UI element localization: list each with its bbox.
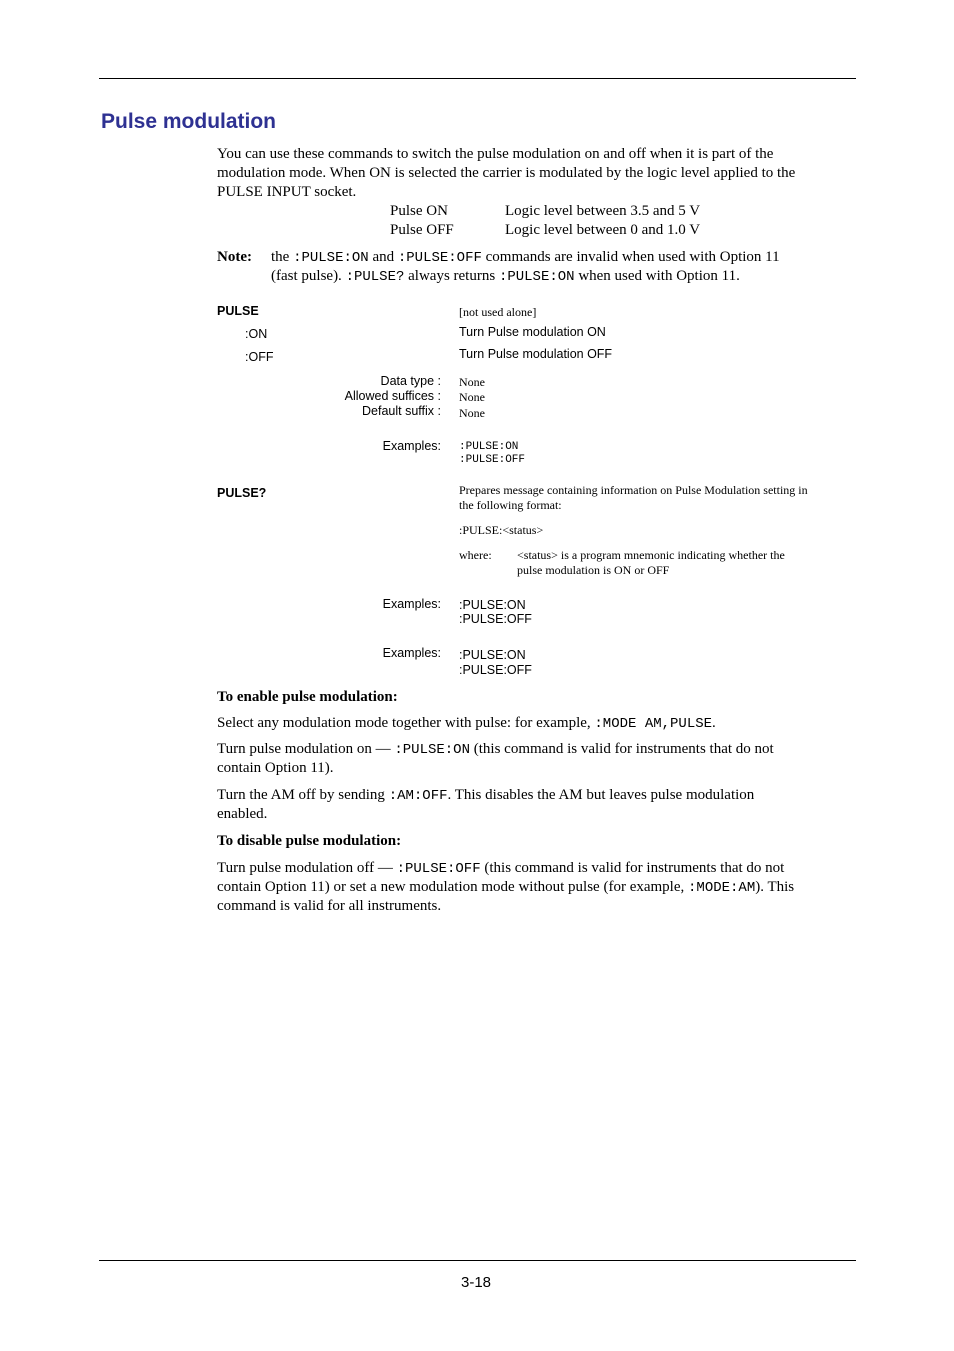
disable-heading: To disable pulse modulation: [217,833,402,849]
prop-label-default-suffix: Default suffix : [362,404,441,418]
note-code: :PULSE:ON [293,250,369,266]
note-text: and [368,249,398,265]
enable-text: (this command is valid for instruments that do not [470,741,774,757]
page-title: Pulse modulation [101,110,277,133]
page-number: 3-18 [461,1274,492,1291]
note-text: the [271,249,294,265]
disable-code: :PULSE:OFF [396,861,481,877]
disable-paragraph-line-1 [217,859,784,879]
note-text: when used with Option 11. [574,268,740,284]
disable-text: Turn pulse modulation off — [217,860,397,876]
level-desc-on: Logic level between 3.5 and 5 V [505,203,701,219]
enable-paragraph-3-line-2: enabled. [217,806,268,822]
footer-rule [99,1260,856,1261]
note-text: always returns [404,268,499,284]
disable-paragraph-line-3: command is valid for all instruments. [217,898,442,914]
disable-text: (this command is valid for instruments that do not [480,860,785,876]
query-where-line-1: <status> is a program mnemonic indicating whether the [517,548,785,562]
intro-line-3: PULSE INPUT socket. [217,184,357,200]
enable-text: . [712,715,716,731]
query-example-off-2: :PULSE:OFF [459,663,532,677]
level-name-off: Pulse OFF [390,222,454,238]
disable-code: :MODE:AM [688,880,756,896]
query-desc-line-2: the following format: [459,498,562,512]
prop-value-allowed-suffices: None [459,390,485,404]
note-text: commands are invalid when used with Option 11 [481,249,780,265]
examples-label: Examples: [382,439,441,453]
note-code: :PULSE:OFF [397,250,482,266]
enable-paragraph-3-line-1 [217,786,754,806]
note-line-2 [271,267,740,287]
prop-label-allowed-suffices: Allowed suffices : [344,389,441,403]
note-text: (fast pulse). [271,268,346,284]
enable-text: Turn pulse modulation on — [217,741,395,757]
prop-value-default-suffix: None [459,406,485,420]
level-name-on: Pulse ON [390,203,448,219]
subcommand-off-desc: Turn Pulse modulation OFF [459,347,613,361]
enable-paragraph-2-line-2: contain Option 11). [217,760,334,776]
enable-paragraph-1 [217,714,716,734]
disable-paragraph-line-2 [217,878,794,898]
note-code: :PULSE? [345,269,405,285]
enable-code: :MODE AM,PULSE [594,716,713,732]
subcommand-on-desc: Turn Pulse modulation ON [459,325,606,339]
query-where-label: where: [459,548,492,562]
disable-text: contain Option 11) or set a new modulation mode without pulse (for example, [217,879,689,895]
enable-heading: To enable pulse modulation: [217,689,398,705]
subcommand-off: :OFF [245,350,274,364]
note-line-1 [271,248,780,268]
disable-text: ). This [755,879,795,895]
command-pulse-desc: [not used alone] [459,305,537,319]
query-format: :PULSE:<status> [459,523,544,537]
query-examples-label-2: Examples: [382,646,441,660]
subcommand-on: :ON [245,327,268,341]
note-code: :PULSE:ON [498,269,575,285]
query-example-on: :PULSE:ON [459,598,526,612]
prop-label-data-type: Data type : [380,374,441,388]
prop-value-data-type: None [459,375,485,389]
note-label: Note: [217,249,252,265]
query-desc-line-1: Prepares message containing information on Pulse Modulation setting in [459,483,808,497]
command-pulse: PULSE [217,304,259,318]
query-example-on-2: :PULSE:ON [459,648,526,662]
intro-line-2: modulation mode. When ON is selected the carrier is modulated by the logic level applied to the [217,165,796,181]
command-pulse-query: PULSE? [217,486,267,500]
enable-text: Turn the AM off by sending [217,787,389,803]
example-pulse-off: :PULSE:OFF [459,454,526,466]
query-where-line-2: pulse modulation is ON or OFF [517,563,670,577]
query-examples-label: Examples: [382,597,441,611]
enable-paragraph-2-line-1 [217,740,774,760]
query-example-off: :PULSE:OFF [459,612,532,626]
enable-code: :PULSE:ON [394,742,470,758]
intro-line-1: You can use these commands to switch the pulse modulation on and off when it is part of the [217,146,774,162]
level-desc-off: Logic level between 0 and 1.0 V [505,222,701,238]
enable-text: Select any modulation mode together with pulse: for example, [217,715,595,731]
header-rule [99,78,856,79]
example-pulse-on: :PULSE:ON [459,441,519,453]
enable-code: :AM:OFF [388,788,448,804]
enable-text: . This disables the AM but leaves pulse modulation [447,787,755,803]
